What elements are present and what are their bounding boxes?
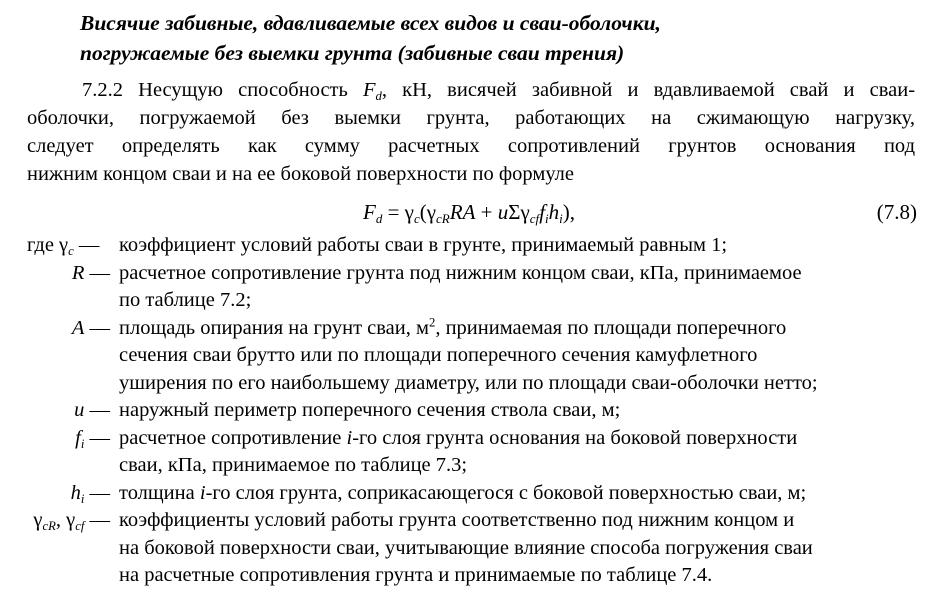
definition-symbol: R — (71, 261, 110, 284)
definition-text: расчетное сопротивление i-го слоя грунта основания на боковой поверхности (119, 426, 798, 449)
definition-text: расчетное сопротивление грунта под нижним концом сваи, кПа, принимаемое (119, 261, 802, 284)
formula: $F_d = \gamma_c(\gamma_{cR}RA + u\Sigma\gamma_{cf}f_ih_i)$, (363, 200, 576, 226)
definitions-list (0, 232, 935, 590)
paragraph-line-2: оболочки, погружаемой без выемки грунта, работающих на сжимающую нагрузку, (27, 107, 915, 129)
heading-line-2: погружаемые без выемки грунта (забивные сваи трения) (80, 41, 625, 65)
definition-symbol: $\gamma_{cR}$, $\gamma_{cf}$ — (33, 509, 110, 533)
definition-text: толщина i-го слоя грунта, соприкасающегося с боковой поверхностью сваи, м; (119, 481, 807, 504)
formula-row (0, 196, 935, 228)
paragraph-line-1 (27, 76, 915, 104)
definition-text: сечения сваи брутто или по площади поперечного сечения камуфлетного (119, 344, 758, 366)
heading-line-1: Висячие забивные, вдавливаемые всех видов и сваи-оболочки, (80, 11, 661, 35)
definition-A (0, 315, 935, 398)
clause-number: 7.2.2 (82, 79, 123, 101)
definition-text: коэффициент условий работы сваи в грунте, принимаемый равным 1; (119, 234, 728, 256)
symbol-Fd: $F_d$ (363, 79, 382, 103)
definition-text: по таблице 7.2; (119, 289, 252, 311)
definition-f-i (0, 425, 935, 480)
definition-text: уширения по его наибольшему диаметру, или по площади сваи-оболочки нетто; (119, 371, 818, 394)
paragraph-line-3: следует определять как сумму расчетных сопротивлений грунтов основания под (27, 135, 915, 157)
definition-symbol: где $\gamma_c$ — (27, 234, 100, 258)
where-word: где (27, 234, 54, 256)
paragraph-text: Несущую способность (138, 79, 348, 101)
definition-text: наружный периметр поперечного сечения ствола сваи, м; (119, 399, 621, 421)
definition-text: коэффициенты условий работы грунта соответственно под нижним концом и (119, 509, 795, 531)
definition-R (0, 260, 935, 315)
definition-symbol: $h_i$ — (70, 481, 110, 506)
definition-text: площадь опирания на грунт сваи, $м^2$, принимаемая по площади поперечного (119, 314, 787, 339)
clause-paragraph (27, 76, 915, 188)
definition-gamma-cR-cf (0, 507, 935, 590)
paragraph-line-4: нижним концом сваи и на ее боковой поверхности по формуле (27, 163, 574, 185)
definition-text: на расчетные сопротивления грунта и принимаемые по таблице 7.4. (119, 564, 713, 586)
definition-symbol: A — (71, 316, 110, 339)
definition-symbol: u — (74, 399, 110, 421)
formula-number: (7.8) (876, 200, 917, 224)
section-heading (80, 8, 900, 68)
definition-text: на боковой поверхности сваи, учитывающие влияние способа погружения сваи (119, 536, 813, 559)
definition-gamma-c (0, 232, 935, 260)
definition-u (0, 397, 935, 425)
definition-h-i (0, 480, 935, 508)
definition-text: сваи, кПа, принимаемое по таблице 7.3; (119, 454, 468, 476)
definition-symbol: $f_i$ — (75, 426, 110, 451)
paragraph-text: , кН, висячей забивной и вдавливаемой свай и сваи- (381, 79, 916, 101)
